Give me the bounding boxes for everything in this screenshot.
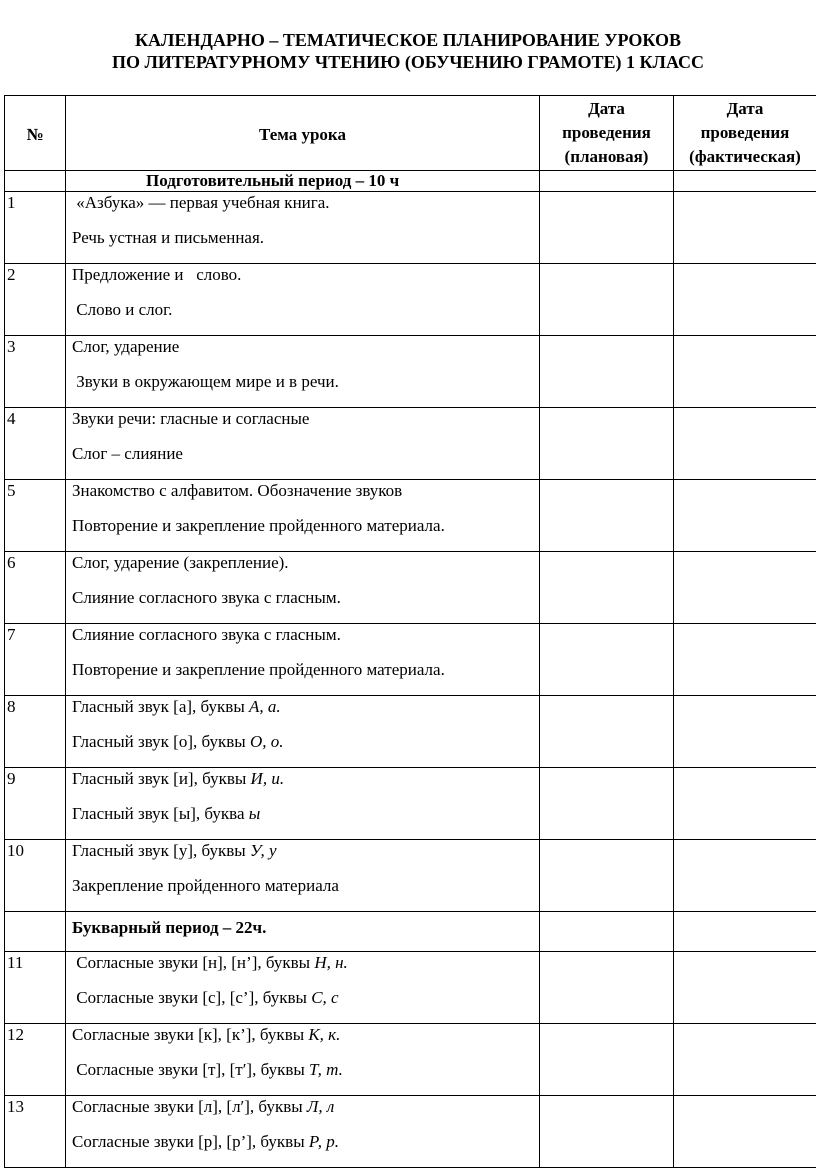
lesson-topic-line-2 bbox=[72, 588, 539, 623]
date-planned-cell[interactable] bbox=[540, 264, 674, 336]
table-row bbox=[5, 192, 816, 264]
lesson-topic-line-2 bbox=[72, 372, 539, 407]
lesson-number: 3 bbox=[5, 336, 66, 408]
lesson-topic-letters: Т, т. bbox=[309, 1060, 343, 1079]
period-empty-cell bbox=[674, 912, 816, 952]
table-header-row bbox=[5, 96, 816, 171]
date-actual-cell[interactable] bbox=[674, 408, 816, 480]
lesson-topic-letters: Л, л bbox=[307, 1097, 334, 1116]
period-empty-cell bbox=[540, 912, 674, 952]
lesson-topic-line-1 bbox=[72, 192, 539, 228]
lesson-topic-text: Звуки речи: гласные и согласные bbox=[72, 409, 309, 428]
lesson-topic bbox=[66, 264, 540, 336]
lesson-topic bbox=[66, 480, 540, 552]
lesson-topic-text: Гласный звук [ы], буква bbox=[72, 804, 249, 823]
date-actual-cell[interactable] bbox=[674, 264, 816, 336]
lesson-topic-letters: А, а. bbox=[249, 697, 281, 716]
table-row bbox=[5, 840, 816, 912]
table-row bbox=[5, 552, 816, 624]
lesson-number: 5 bbox=[5, 480, 66, 552]
header-date-actual-line: проведения bbox=[674, 121, 816, 145]
period-row-alphabet bbox=[5, 912, 816, 952]
lesson-topic-line-2 bbox=[72, 876, 539, 911]
table-row bbox=[5, 408, 816, 480]
date-actual-cell[interactable] bbox=[674, 1024, 816, 1096]
lesson-number: 6 bbox=[5, 552, 66, 624]
date-planned-cell[interactable] bbox=[540, 408, 674, 480]
lesson-topic-text: Согласные звуки [л], [л′], буквы bbox=[72, 1097, 307, 1116]
table-row bbox=[5, 264, 816, 336]
date-planned-cell[interactable] bbox=[540, 480, 674, 552]
lesson-topic-letters: И, и. bbox=[251, 769, 285, 788]
period-title: Букварный период – 22ч. bbox=[66, 912, 540, 952]
lesson-topic-text: Слог – слияние bbox=[72, 444, 183, 463]
date-planned-cell[interactable] bbox=[540, 952, 674, 1024]
lesson-topic-text: Закрепление пройденного материала bbox=[72, 876, 339, 895]
lesson-number: 7 bbox=[5, 624, 66, 696]
lesson-topic-line-1 bbox=[72, 480, 539, 516]
lesson-topic-text: Гласный звук [и], буквы bbox=[72, 769, 251, 788]
table-row bbox=[5, 952, 816, 1024]
lesson-topic bbox=[66, 336, 540, 408]
lesson-topic-text: Гласный звук [а], буквы bbox=[72, 697, 249, 716]
lesson-topic-line-2 bbox=[72, 1060, 539, 1095]
lesson-topic bbox=[66, 1024, 540, 1096]
lesson-topic bbox=[66, 552, 540, 624]
lesson-topic-letters: С, с bbox=[311, 988, 338, 1007]
lesson-number: 2 bbox=[5, 264, 66, 336]
date-planned-cell[interactable] bbox=[540, 552, 674, 624]
header-date-actual-line: Дата bbox=[674, 97, 816, 121]
page-title-line-2: ПО ЛИТЕРАТУРНОМУ ЧТЕНИЮ (ОБУЧЕНИЮ ГРАМОТЕ) 1 КЛАСС bbox=[0, 51, 816, 73]
date-planned-cell[interactable] bbox=[540, 336, 674, 408]
lesson-topic-line-1 bbox=[72, 952, 539, 988]
lesson-topic-line-1 bbox=[72, 408, 539, 444]
period-empty-cell bbox=[674, 171, 816, 192]
lesson-topic-line-2 bbox=[72, 804, 539, 839]
date-planned-cell[interactable] bbox=[540, 1024, 674, 1096]
lesson-plan-table bbox=[4, 95, 816, 1168]
lesson-topic-letters: Р, р. bbox=[309, 1132, 339, 1151]
lesson-topic-text: Согласные звуки [р], [р’], буквы bbox=[72, 1132, 309, 1151]
lesson-topic-text: Согласные звуки [н], [н’], буквы bbox=[72, 953, 314, 972]
lesson-number: 8 bbox=[5, 696, 66, 768]
period-title: Подготовительный период – 10 ч bbox=[66, 171, 540, 192]
lesson-topic-text: Согласные звуки [с], [с’], буквы bbox=[72, 988, 311, 1007]
lesson-topic-line-1 bbox=[72, 840, 539, 876]
lesson-topic-text: Повторение и закрепление пройденного материала. bbox=[72, 660, 445, 679]
lesson-topic-text: Речь устная и письменная. bbox=[72, 228, 264, 247]
lesson-topic-text: Повторение и закрепление пройденного материала. bbox=[72, 516, 445, 535]
lesson-topic-letters: Н, н. bbox=[314, 953, 347, 972]
lesson-topic bbox=[66, 624, 540, 696]
lesson-topic-letters: О, о. bbox=[250, 732, 284, 751]
date-planned-cell[interactable] bbox=[540, 192, 674, 264]
lesson-topic-line-1 bbox=[72, 1096, 539, 1132]
lesson-topic-text: Слияние согласного звука с гласным. bbox=[72, 588, 341, 607]
lesson-topic-line-2 bbox=[72, 516, 539, 551]
table-row bbox=[5, 480, 816, 552]
lesson-topic bbox=[66, 408, 540, 480]
lesson-number: 11 bbox=[5, 952, 66, 1024]
date-planned-cell[interactable] bbox=[540, 624, 674, 696]
date-actual-cell[interactable] bbox=[674, 480, 816, 552]
date-planned-cell[interactable] bbox=[540, 696, 674, 768]
table-row bbox=[5, 1024, 816, 1096]
date-actual-cell[interactable] bbox=[674, 624, 816, 696]
date-actual-cell[interactable] bbox=[674, 552, 816, 624]
date-actual-cell[interactable] bbox=[674, 696, 816, 768]
header-topic: Тема урока bbox=[66, 96, 540, 171]
lesson-topic-letters: ы bbox=[249, 804, 261, 823]
header-date-actual bbox=[674, 96, 816, 171]
lesson-topic-line-1 bbox=[72, 696, 539, 732]
table-row bbox=[5, 336, 816, 408]
lesson-topic-text: Слово и слог. bbox=[72, 300, 172, 319]
lesson-topic bbox=[66, 192, 540, 264]
lesson-topic-line-2 bbox=[72, 228, 539, 263]
lesson-topic-line-1 bbox=[72, 264, 539, 300]
header-date-planned-line: (плановая) bbox=[540, 145, 673, 169]
header-date-planned bbox=[540, 96, 674, 171]
table-row bbox=[5, 768, 816, 840]
lesson-topic-text: Гласный звук [у], буквы bbox=[72, 841, 250, 860]
lesson-topic-text: Слияние согласного звука с гласным. bbox=[72, 625, 341, 644]
lesson-number: 9 bbox=[5, 768, 66, 840]
period-empty-cell bbox=[5, 171, 66, 192]
lesson-number: 10 bbox=[5, 840, 66, 912]
lesson-topic-text: Знакомство с алфавитом. Обозначение звуков bbox=[72, 481, 402, 500]
page-title-line-1: КАЛЕНДАРНО – ТЕМАТИЧЕСКОЕ ПЛАНИРОВАНИЕ УРОКОВ bbox=[0, 29, 816, 51]
period-row-preparatory bbox=[5, 171, 816, 192]
lesson-topic-line-1 bbox=[72, 624, 539, 660]
header-number: № bbox=[5, 96, 66, 171]
lesson-number: 13 bbox=[5, 1096, 66, 1168]
lesson-number: 12 bbox=[5, 1024, 66, 1096]
lesson-topic-line-1 bbox=[72, 552, 539, 588]
lesson-topic-line-1 bbox=[72, 336, 539, 372]
date-planned-cell[interactable] bbox=[540, 840, 674, 912]
lesson-topic-line-2 bbox=[72, 988, 539, 1023]
lesson-number: 1 bbox=[5, 192, 66, 264]
lesson-topic-line-1 bbox=[72, 768, 539, 804]
date-planned-cell[interactable] bbox=[540, 1096, 674, 1168]
lesson-topic bbox=[66, 840, 540, 912]
lesson-topic-text: Слог, ударение bbox=[72, 337, 179, 356]
lesson-topic-line-1 bbox=[72, 1024, 539, 1060]
table-row bbox=[5, 1096, 816, 1168]
lesson-topic-text: Предложение и слово. bbox=[72, 265, 241, 284]
date-actual-cell[interactable] bbox=[674, 952, 816, 1024]
lesson-topic bbox=[66, 696, 540, 768]
date-planned-cell[interactable] bbox=[540, 768, 674, 840]
lesson-topic-text: Согласные звуки [к], [к’], буквы bbox=[72, 1025, 308, 1044]
header-date-planned-line: проведения bbox=[540, 121, 673, 145]
lesson-topic-text: Гласный звук [о], буквы bbox=[72, 732, 250, 751]
table-row bbox=[5, 624, 816, 696]
lesson-topic-text: Слог, ударение (закрепление). bbox=[72, 553, 289, 572]
lesson-topic-letters: У, у bbox=[250, 841, 277, 860]
lesson-topic-text: Согласные звуки [т], [т′], буквы bbox=[72, 1060, 309, 1079]
date-actual-cell[interactable] bbox=[674, 840, 816, 912]
period-empty-cell bbox=[540, 171, 674, 192]
date-actual-cell[interactable] bbox=[674, 336, 816, 408]
lesson-topic bbox=[66, 1096, 540, 1168]
lesson-topic-line-2 bbox=[72, 444, 539, 479]
lesson-topic bbox=[66, 952, 540, 1024]
date-actual-cell[interactable] bbox=[674, 768, 816, 840]
lesson-number: 4 bbox=[5, 408, 66, 480]
lesson-topic-line-2 bbox=[72, 300, 539, 335]
table-row bbox=[5, 696, 816, 768]
period-empty-cell bbox=[5, 912, 66, 952]
lesson-topic-letters: К, к. bbox=[308, 1025, 340, 1044]
date-actual-cell[interactable] bbox=[674, 1096, 816, 1168]
date-actual-cell[interactable] bbox=[674, 192, 816, 264]
lesson-topic bbox=[66, 768, 540, 840]
header-date-actual-line: (фактическая) bbox=[674, 145, 816, 169]
lesson-topic-text: «Азбука» — первая учебная книга. bbox=[72, 193, 330, 212]
lesson-topic-text: Звуки в окружающем мире и в речи. bbox=[72, 372, 339, 391]
lesson-topic-line-2 bbox=[72, 732, 539, 767]
header-date-planned-line: Дата bbox=[540, 97, 673, 121]
lesson-topic-line-2 bbox=[72, 660, 539, 695]
